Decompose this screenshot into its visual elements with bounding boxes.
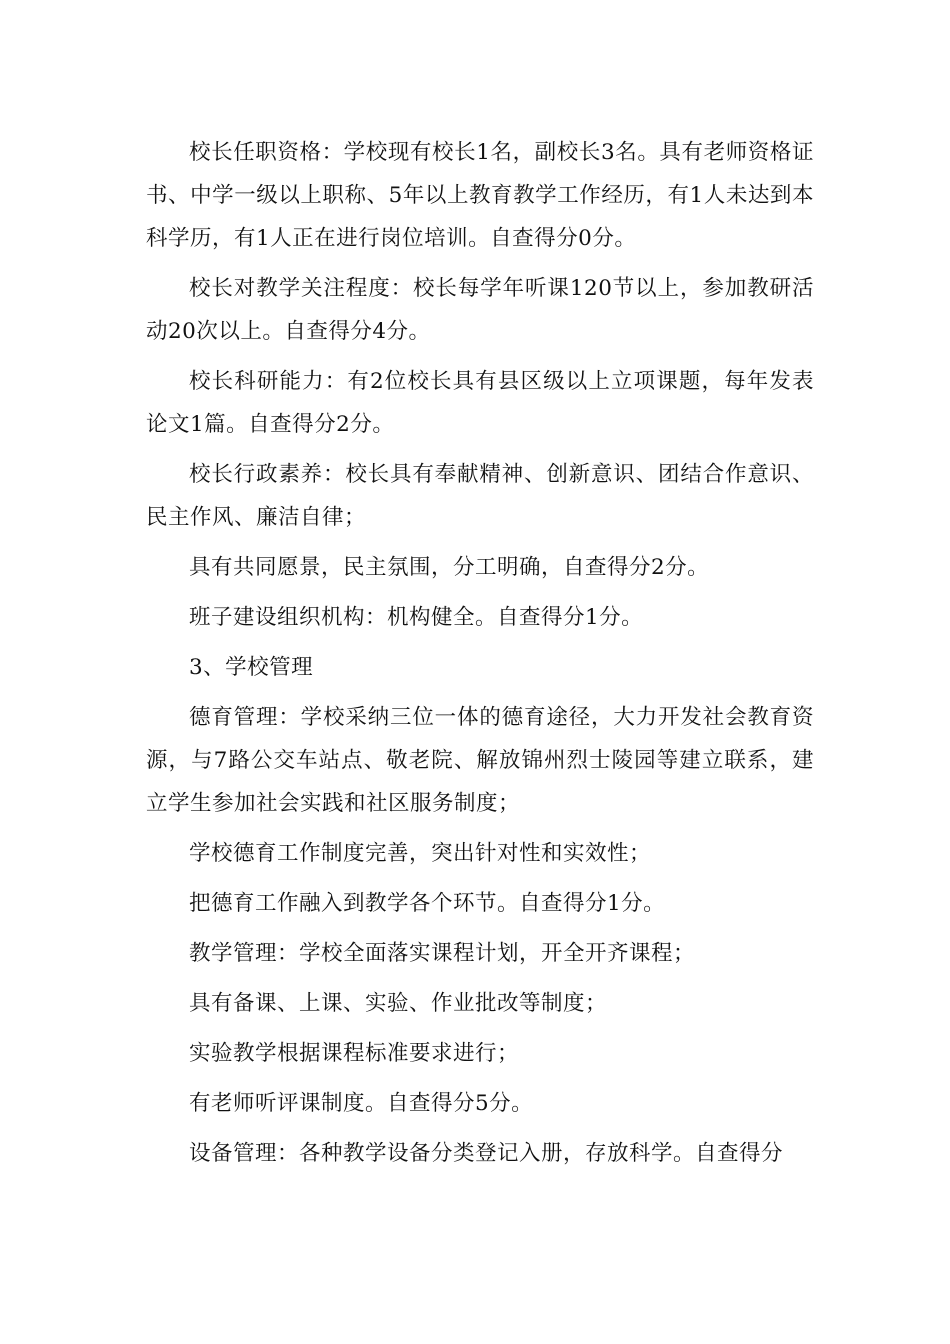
- paragraph-shared-vision: 具有共同愿景，民主氛围，分工明确，自查得分2分。: [189, 555, 710, 580]
- paragraph-moral-education: 德育管理：学校采纳三位一体的德育途径，大力开发社会教育资源，与7路公交车站点、敬老院、解放锦州烈士陵园等建立联系，建立学生参加社会实践和社区服务制度；: [146, 705, 814, 816]
- paragraph-moral-system: 学校德育工作制度完善，突出针对性和实效性；: [189, 841, 652, 866]
- paragraph-experiment-teaching: 实验教学根据课程标准要求进行；: [189, 1041, 520, 1066]
- paragraph-teaching-systems: 具有备课、上课、实验、作业批改等制度；: [189, 991, 608, 1016]
- paragraph-principal-research: 校长科研能力：有2位校长具有县区级以上立项课题，每年发表论文1篇。自查得分2分。: [146, 369, 814, 437]
- paragraph-principal-teaching-attention: 校长对教学关注程度：校长每学年听课120节以上，参加教研活动20次以上。自查得分4分。: [146, 276, 814, 344]
- paragraph-principal-administration: 校长行政素养：校长具有奉献精神、创新意识、团结合作意识、民主作风、廉洁自律；: [146, 462, 814, 530]
- paragraph-lesson-evaluation: 有老师听评课制度。自查得分5分。: [189, 1091, 534, 1116]
- paragraph-principal-qualification: 校长任职资格：学校现有校长1名，副校长3名。具有老师资格证书、中学一级以上职称、5年以上教育教学工作经历，有1人未达到本科学历，有1人正在进行岗位培训。自查得分0分。: [146, 140, 814, 251]
- paragraph-teaching-management: 教学管理：学校全面落实课程计划，开全开齐课程；: [189, 941, 696, 966]
- paragraph-team-organization: 班子建设组织机构：机构健全。自查得分1分。: [189, 605, 644, 630]
- document-body: [146, 131, 814, 1175]
- paragraph-equipment-management: 设备管理：各种教学设备分类登记入册，存放科学。自查得分: [189, 1141, 784, 1166]
- paragraph-moral-integration: 把德育工作融入到教学各个环节。自查得分1分。: [189, 891, 666, 916]
- section-heading-school-management: 3、学校管理: [189, 655, 314, 680]
